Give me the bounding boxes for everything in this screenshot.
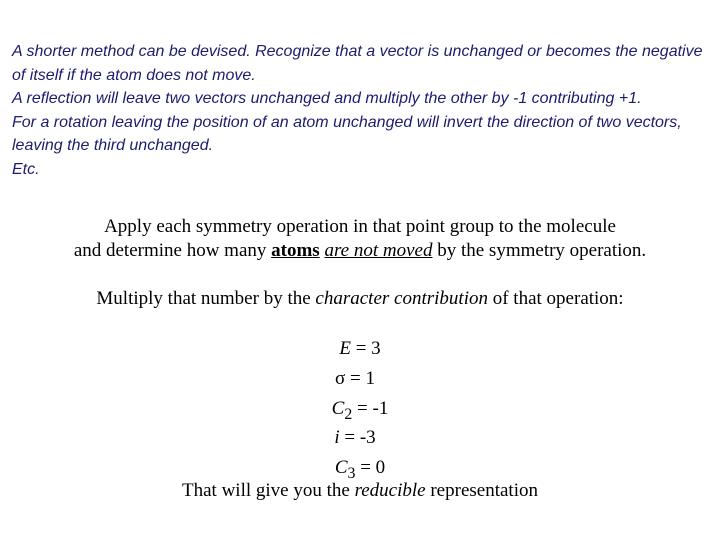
operation-symbol: E [339,338,351,359]
note-line: For a rotation leaving the position of an atom unchanged will invert the direction of two vectors, leaving the third unchanged. [12,113,682,154]
operation-value: = 0 [355,457,386,479]
multiply-instruction [0,287,720,311]
operation-reflection [0,367,720,397]
operation-symbol: σ [335,367,346,389]
final-post: representation [425,480,538,501]
final-statement [0,479,720,503]
operation-identity [0,337,720,367]
operation-value: = -3 [339,427,376,449]
operation-value: = -1 [352,397,389,419]
operation-symbol: i [334,427,340,449]
operation-value: = 1 [345,367,375,389]
multiply-line [0,287,720,311]
note-line: A reflection will leave two vectors unchanged and multiply the other by -1 contributing +1. [12,90,642,107]
apply-line-2-pre: and determine how many [73,240,272,261]
apply-instruction [0,215,720,263]
operation-c2-rotation [0,397,720,427]
final-line [0,479,720,503]
note-line: A shorter method can be devised. Recognize that a vector is unchanged or becomes the negative of itself if the atom does not move. [12,43,703,84]
operation-value: = 3 [350,338,381,359]
multiply-pre: Multiply that number by the [96,288,316,309]
apply-line-1: Apply each symmetry operation in that point group to the molecule [104,216,616,237]
operation-symbol: C [334,457,348,479]
note-line: Etc. [12,160,40,178]
operation-inversion [0,426,720,456]
operation-symbol: C [331,397,345,419]
multiply-post: of that operation: [487,288,624,309]
method-note [12,40,712,181]
apply-line-2 [0,239,720,263]
apply-line-2-post: by the symmetry operation. [432,240,647,261]
operation-list [0,337,720,486]
atoms-emphasis: atoms [271,240,320,261]
operation-subscript: 2 [344,405,353,423]
reducible-emphasis: reducible [354,480,426,501]
operation-subscript: 3 [347,464,356,482]
character-contribution-emphasis: character contribution [315,288,488,309]
not-moved-emphasis: are not moved [324,240,433,261]
final-pre: That will give you the [182,480,355,501]
